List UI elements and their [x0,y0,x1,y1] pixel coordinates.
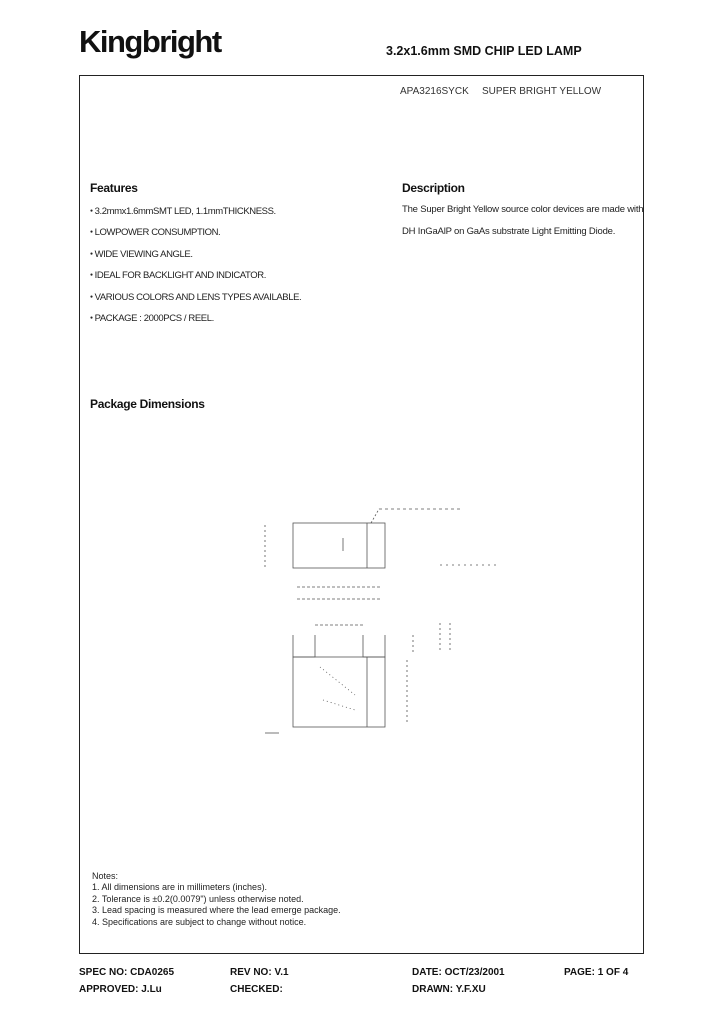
feature-item: ● PACKAGE : 2000PCS / REEL. [90,309,301,330]
notes-title: Notes: [92,871,119,881]
notes-block [92,871,341,928]
feature-item: ● VARIOUS COLORS AND LENS TYPES AVAILABLE. [90,288,301,309]
part-number: APA3216SYCK [400,86,469,97]
features-list [90,202,301,330]
description-heading: Description [402,181,465,195]
approved-by: APPROVED: J.Lu [79,984,162,995]
package-dimensions-heading: Package Dimensions [90,397,205,411]
issue-date: DATE: OCT/23/2001 [412,967,505,978]
description-text: The Super Bright Yellow source color devices are made with DH InGaAlP on GaAs substrate Light Emitting Diode. [402,204,644,237]
note-item: 2. Tolerance is ±0.2(0.0079") unless otherwise noted. [92,893,304,904]
features-heading: Features [90,181,138,195]
document-title: 3.2x1.6mm SMD CHIP LED LAMP [386,44,582,58]
brand-logo: Kingbright [79,24,221,59]
part-description: SUPER BRIGHT YELLOW [482,86,602,97]
note-item: 4. Specifications are subject to change without notice. [92,916,307,927]
package-dimensions-drawing [255,495,515,745]
revision-number: REV NO: V.1 [230,967,289,978]
feature-item: ● 3.2mmx1.6mmSMT LED, 1.1mmTHICKNESS. [90,202,301,223]
feature-item: ● WIDE VIEWING ANGLE. [90,245,301,266]
note-item: 3. Lead spacing is measured where the lead emerge package. [92,905,341,916]
bottom-view-outline [293,657,385,727]
top-view-outline [293,523,385,568]
note-item: 1. All dimensions are in millimeters (inches). [92,882,268,893]
feature-item: ● IDEAL FOR BACKLIGHT AND INDICATOR. [90,266,301,287]
drawn-by: DRAWN: Y.F.XU [412,984,486,995]
checked-by: CHECKED: [230,984,283,995]
spec-number: SPEC NO: CDA0265 [79,967,175,978]
page-number: PAGE: 1 OF 4 [564,967,629,978]
feature-item: ● LOWPOWER CONSUMPTION. [90,223,301,244]
